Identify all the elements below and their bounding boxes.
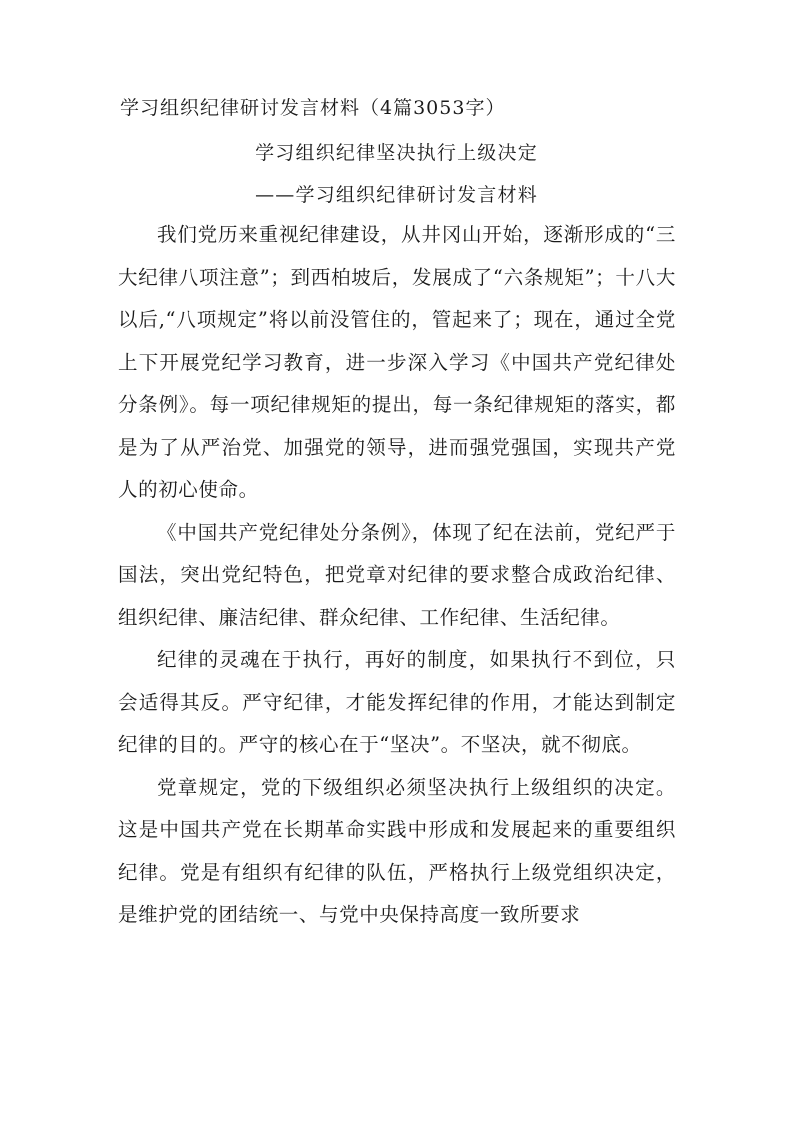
body-paragraph: 《中国共产党纪律处分条例》，体现了纪在法前，党纪严于国法，突出党纪特色，把党章对纪律的要求整合成政治纪律、组织纪律、廉洁纪律、群众纪律、工作纪律、生活纪律。: [118, 520, 676, 629]
body-paragraph: 我们党历来重视纪律建设，从井冈山开始，逐渐形成的“三大纪律八项注意”；到西柏坡后，发展成了“六条规矩”；十八大以后,“八项规定”将以前没管住的，管起来了；现在，通过全党上下开展党纪学习教育，进一步深入学习《中国共产党纪律处分条例》。每一项纪律规矩的提出，每一条纪律规矩的落实，都是为了从严治党、加强党的领导，进而强党强国，实现共产党人的初心使命。: [118, 223, 676, 501]
document-heading: 学习组织纪律研讨发言材料（4篇3053字）: [120, 97, 506, 119]
document-body: [118, 214, 676, 937]
body-paragraph: 党章规定，党的下级组织必须坚决执行上级组织的决定。这是中国共产党在长期革命实践中形成和发展起来的重要组织纪律。党是有组织有纪律的队伍，严格执行上级党组织决定，是维护党的团结统一、与党中央保持高度一致所要求: [118, 775, 676, 926]
document-title: 学习组织纪律坚决执行上级决定: [255, 142, 538, 164]
body-paragraph: 纪律的灵魂在于执行，再好的制度，如果执行不到位，只会适得其反。严守纪律，才能发挥纪律的作用，才能达到制定纪律的目的。严守的核心在于“坚决”。不坚决，就不彻底。: [118, 648, 676, 756]
document-subtitle: ——学习组织纪律研讨发言材料: [255, 184, 538, 206]
